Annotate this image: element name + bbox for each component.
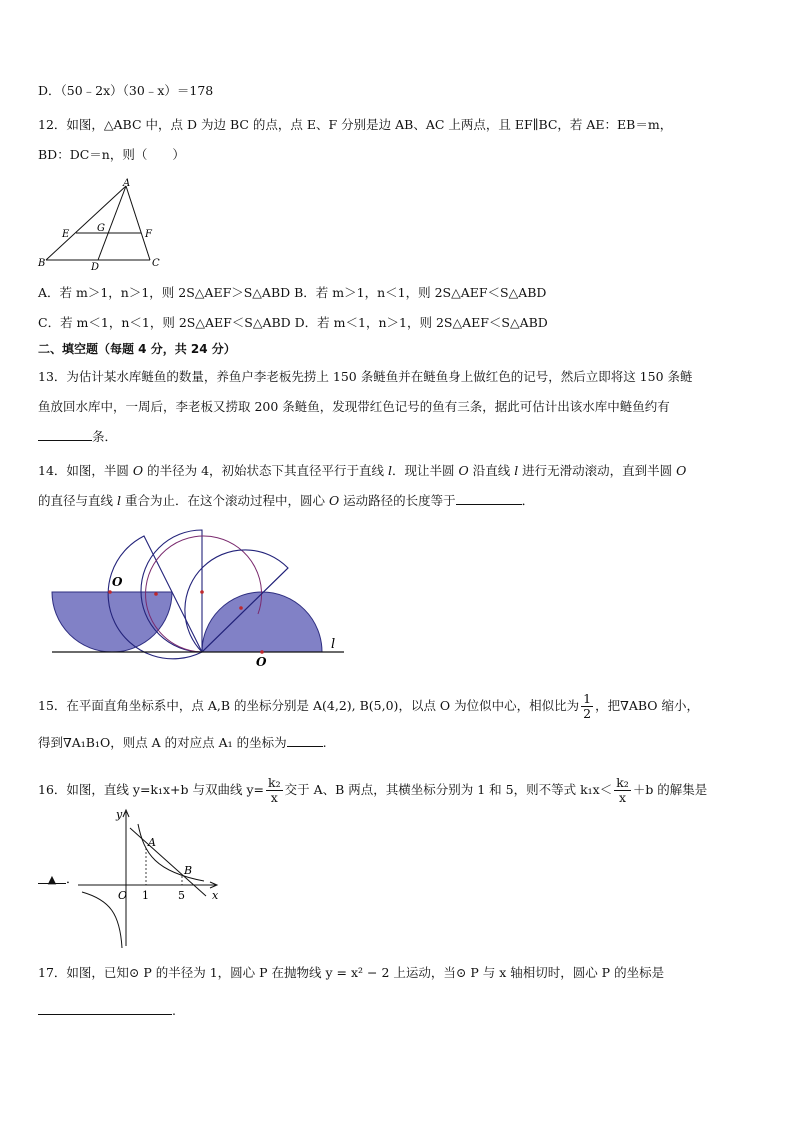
- q16-tick-5: 5: [178, 889, 185, 902]
- q16-fraction-1: [266, 776, 283, 805]
- q16-answer-end: ．: [66, 871, 79, 886]
- q12-options-cd: C．若 m＜1，n＜1，则 2S△AEF＜S△ABD D．若 m＜1，n＞1，则 2S△AEF＜S△ABD: [38, 315, 548, 330]
- q12-label-g: G: [97, 223, 105, 234]
- q16-hyperbola-branch-2: [82, 892, 122, 948]
- q14-center-dot-2: [154, 592, 158, 596]
- q14-l1-a: 14．如图，半圆: [38, 463, 133, 478]
- q16-answer-blank[interactable]: ▲: [38, 871, 66, 884]
- q15-frac-den: 2: [583, 706, 592, 721]
- q15-line2-end: .: [322, 735, 327, 750]
- q12-text-line2: BD：DC＝n，则（ ）: [38, 147, 185, 162]
- q16-frac1-num: k₂: [268, 775, 281, 790]
- q17-answer-blank[interactable]: [38, 1002, 172, 1015]
- q14-l1-o3: O: [676, 463, 687, 478]
- q17-text-line1: 17．如图，已知⊙ P 的半径为 1，圆心 P 在抛物线 y = x² − 2 上运动，当⊙ P 与 x 轴相切时，圆心 P 的坐标是: [38, 965, 665, 980]
- q12-triangle-figure: [34, 176, 170, 272]
- q16-tick-1: 1: [142, 889, 149, 902]
- q14-label-o-top: O: [112, 575, 123, 589]
- q13-text-line1: 13．为估计某水库鲢鱼的数量，养鱼户李老板先捞上 150 条鲢鱼并在鲢鱼身上做红色的记号，然后立即将这 150 条鲢: [38, 369, 693, 384]
- q16-label-o: O: [118, 889, 128, 902]
- q13-text-line2: 鱼放回水库中，一周后，李老板又捞取 200 条鲢鱼，发现带红色记号的鱼有三条，据此可估计出该水库中鲢鱼约有: [38, 399, 670, 414]
- q15-part2: ，把∇ABO 缩小，: [595, 698, 699, 713]
- q16-part2: 交于 A、B 两点，其横坐标分别为 1 和 5，则不等式 k₁x＜: [284, 782, 613, 797]
- q12-label-e: E: [62, 229, 70, 240]
- q15-part1: 15．在平面直角坐标系中，点 A,B 的坐标分别是 A(4,2), B(5,0)，以点 O 为位似中心，相似比为: [38, 698, 580, 713]
- q14-l2-o: O: [328, 493, 340, 508]
- q14-initial-semicircle: [52, 592, 172, 652]
- q12-label-b: B: [38, 258, 46, 269]
- q13-answer-blank[interactable]: [38, 428, 92, 441]
- q14-rolling-semicircle-figure: [48, 528, 350, 670]
- q16-label-a: A: [148, 836, 156, 849]
- q16-text-line1: [38, 776, 707, 805]
- q14-text-line2: [38, 492, 534, 510]
- q16-label-b: B: [184, 864, 193, 877]
- q15-answer-blank[interactable]: [287, 734, 323, 747]
- q14-center-dot-5: [260, 650, 264, 654]
- q14-l1-o: O: [132, 463, 144, 478]
- q12-label-a: A: [123, 178, 131, 189]
- section2-header: 二、填空题（每题 4 分，共 24 分）: [38, 342, 236, 356]
- q16-hyperbola-figure: [76, 804, 226, 950]
- q16-part3: ＋b 的解集是: [632, 782, 708, 797]
- q14-l1-d: 沿直线: [468, 463, 515, 478]
- q16-hyperbola-branch-1: [138, 824, 204, 881]
- q14-l1-l2: l: [514, 463, 519, 478]
- q14-l1-e: 进行无滑动滚动，直到半圆: [518, 463, 677, 478]
- q14-center-dot-4: [239, 606, 243, 610]
- q15-frac-num: 1: [583, 691, 592, 706]
- q12-label-f: F: [145, 229, 152, 240]
- q16-part1: 16．如图，直线 y=k₁x+b 与双曲线 y=: [38, 782, 265, 797]
- q14-l2-a: 的直径与直线: [38, 493, 117, 508]
- q12-label-d: D: [91, 262, 100, 272]
- q17-line2-end: .: [172, 1003, 176, 1018]
- q11-option-d: D．（50﹣2x）（30﹣x）＝178: [38, 83, 214, 98]
- q14-center-dot-1: [108, 590, 112, 594]
- q15-text-line2: [38, 734, 327, 752]
- q16-line-k1x-b: [130, 828, 206, 896]
- q16-frac2-den: x: [618, 790, 627, 805]
- q12-text-line1: 12．如图，△ABC 中，点 D 为边 BC 的点，点 E、F 分别是边 AB、AC 上两点，且 EF∥BC，若 AE：EB＝m，: [38, 117, 673, 132]
- q16-frac1-den: x: [270, 790, 278, 805]
- q13-text-line3: [38, 428, 117, 446]
- q15-fraction: [581, 692, 593, 721]
- q14-l2-b: 重合为止．在这个滚动过程中，圆心: [120, 493, 329, 508]
- q14-center-dot-3: [200, 590, 204, 594]
- q15-line2-a: 得到∇A₁B₁O，则点 A 的对应点 A₁ 的坐标为: [38, 735, 287, 750]
- q14-l1-o2: O: [458, 463, 469, 478]
- q14-label-o-bottom: O: [256, 655, 267, 669]
- q16-fraction-2: [614, 776, 631, 805]
- q14-text-line1: [38, 462, 686, 480]
- q14-answer-blank[interactable]: [456, 492, 522, 505]
- q12-options-ab: A．若 m＞1，n＞1，则 2S△AEF＞S△ABD B．若 m＞1，n＜1，则 2S△AEF＜S△ABD: [38, 285, 547, 300]
- q14-l1-l: l: [388, 463, 393, 478]
- q17-text-line2: [38, 1002, 176, 1020]
- q14-l2-l: l: [116, 493, 121, 508]
- q14-l1-b: 的半径为 4，初始状态下其直径平行于直线: [143, 463, 389, 478]
- q14-final-semicircle: [202, 592, 322, 652]
- q16-frac2-num: k₂: [616, 775, 629, 790]
- q14-l2-c: 运动路径的长度等于: [339, 493, 456, 508]
- q14-l2-end: ．: [521, 493, 535, 508]
- q16-label-y: y: [116, 808, 123, 821]
- q16-label-x: x: [212, 889, 219, 902]
- q14-label-l: l: [331, 637, 336, 652]
- q15-text-line1: [38, 692, 699, 721]
- q13-line3-suffix: 条．: [92, 429, 118, 444]
- q14-l1-c: ．现让半圆: [392, 463, 459, 478]
- q16-answer-line: [38, 870, 79, 888]
- q12-label-c: C: [152, 258, 160, 269]
